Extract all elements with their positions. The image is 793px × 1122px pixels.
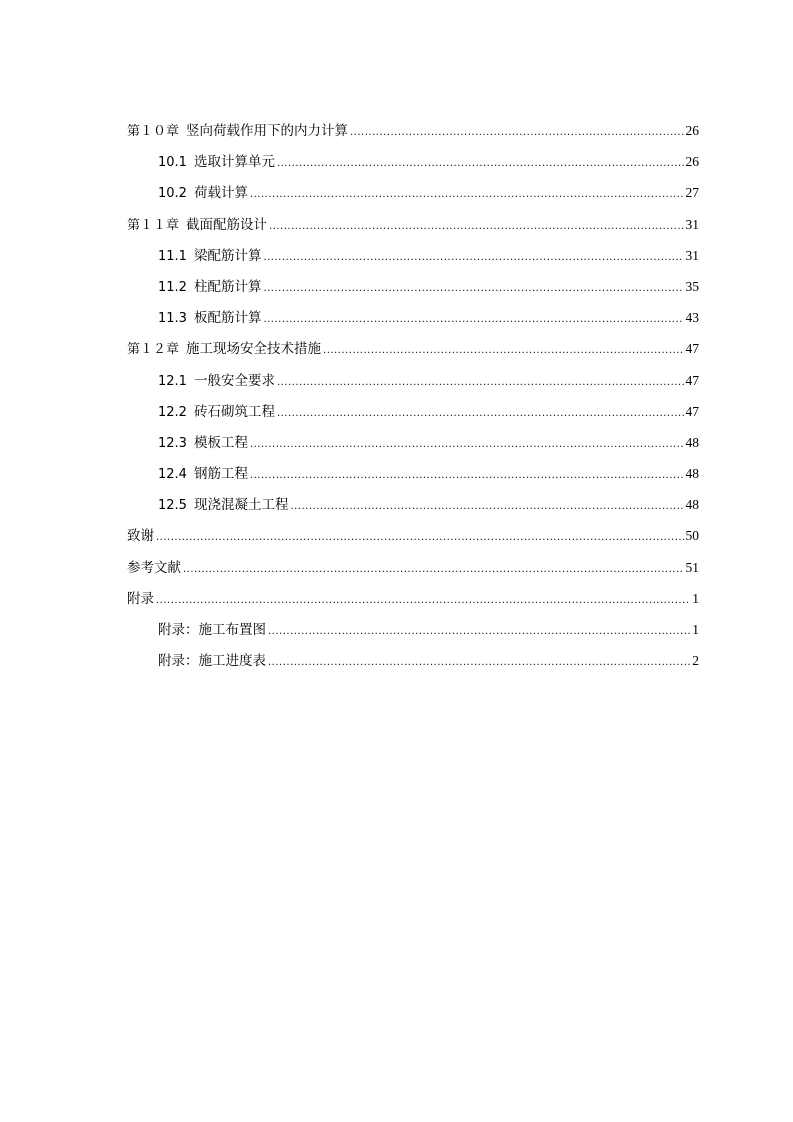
toc-entry-title: 选取计算单元 <box>193 154 275 171</box>
toc-entry-12-3[interactable] <box>127 427 699 458</box>
toc-entry-number: 第１１章 <box>127 217 180 233</box>
toc-entry-page: 1 <box>692 590 699 606</box>
toc-entry-title: 砖石砌筑工程 <box>193 403 275 420</box>
dot-leader <box>250 460 684 491</box>
dot-leader <box>156 585 690 616</box>
toc-entry-number: 第１０章 <box>127 124 180 139</box>
dot-leader <box>263 304 683 335</box>
toc-entry-number: 11.3 <box>158 311 187 327</box>
toc-entry-12-2[interactable] <box>127 396 699 427</box>
toc-entry-title: 柱配筋计算 <box>193 278 262 295</box>
toc-entry-number: 11.2 <box>158 279 187 295</box>
toc-entry-chapter-12[interactable] <box>127 333 699 364</box>
dot-leader <box>250 179 684 210</box>
toc-entry-number: 11.1 <box>158 248 187 264</box>
toc-entry-page: 26 <box>685 154 699 170</box>
toc-entry-title: 截面配筋设计 <box>186 216 268 233</box>
toc-entry-page: 48 <box>685 434 699 450</box>
toc-entry-number: 第１２章 <box>127 342 180 358</box>
dot-leader <box>277 367 684 398</box>
toc-entry-10-1[interactable] <box>127 146 699 177</box>
toc-entry-11-3[interactable] <box>127 302 699 333</box>
toc-entry-12-1[interactable] <box>127 365 699 396</box>
toc-entry-page: 35 <box>685 278 699 294</box>
toc-entry-page: 2 <box>692 653 699 669</box>
toc-entry-title: 附录 <box>127 590 154 607</box>
toc-entry-title: 致谢 <box>127 528 154 545</box>
toc-entry-11-2[interactable] <box>127 271 699 302</box>
toc-entry-page: 47 <box>685 403 699 419</box>
dot-leader <box>156 522 684 553</box>
toc-entry-number: 12.1 <box>158 373 187 389</box>
toc-entry-title: 竖向荷载作用下的内力计算 <box>186 123 349 139</box>
toc-entry-title: 附录：施工进度表 <box>158 653 266 670</box>
toc-entry-page: 51 <box>685 559 699 575</box>
toc-entry-references[interactable] <box>127 552 699 583</box>
dot-leader <box>268 616 690 647</box>
dot-leader <box>250 429 684 460</box>
dot-leader <box>277 148 684 179</box>
dot-leader <box>269 211 683 242</box>
toc-entry-title: 现浇混凝土工程 <box>193 497 289 514</box>
toc-entry-appendix-schedule[interactable] <box>127 645 699 676</box>
toc-entry-page: 26 <box>685 123 699 138</box>
toc-entry-title: 梁配筋计算 <box>193 247 262 264</box>
toc-entry-title: 钢筋工程 <box>193 466 248 483</box>
dot-leader <box>323 335 683 366</box>
toc-entry-number: 10.1 <box>158 155 187 171</box>
toc-entry-title: 板配筋计算 <box>193 310 262 327</box>
toc-entry-title: 一般安全要求 <box>193 372 275 389</box>
toc-entry-number: 12.5 <box>158 498 187 514</box>
toc-entry-page: 31 <box>685 216 699 232</box>
dot-leader <box>268 647 690 678</box>
toc-entry-number: 12.3 <box>158 435 187 451</box>
toc-entry-12-5[interactable] <box>127 489 699 520</box>
dot-leader <box>290 491 683 522</box>
toc-entry-chapter-10[interactable] <box>127 115 699 146</box>
toc-entry-number: 10.2 <box>158 186 187 202</box>
toc-entry-appendix-layout[interactable] <box>127 614 699 645</box>
toc-entry-11-1[interactable] <box>127 240 699 271</box>
table-of-contents <box>127 115 699 676</box>
toc-entry-title: 附录：施工布置图 <box>158 622 266 638</box>
toc-entry-12-4[interactable] <box>127 458 699 489</box>
toc-entry-page: 43 <box>685 310 699 326</box>
toc-entry-title: 施工现场安全技术措施 <box>186 341 322 358</box>
dot-leader <box>263 242 683 273</box>
toc-entry-10-2[interactable] <box>127 177 699 208</box>
toc-entry-acknowledgements[interactable] <box>127 520 699 551</box>
toc-entry-page: 1 <box>692 622 699 637</box>
toc-entry-title: 参考文献 <box>127 559 181 576</box>
toc-entry-title: 模板工程 <box>193 434 248 451</box>
dot-leader <box>263 273 683 304</box>
toc-entry-page: 48 <box>685 497 699 513</box>
toc-entry-appendix[interactable] <box>127 583 699 614</box>
toc-entry-page: 50 <box>685 528 699 544</box>
toc-entry-chapter-11[interactable] <box>127 209 699 240</box>
dot-leader <box>277 398 684 429</box>
dot-leader <box>183 554 684 585</box>
toc-entry-title: 荷载计算 <box>193 185 248 202</box>
toc-entry-page: 27 <box>685 185 699 201</box>
toc-entry-number: 12.2 <box>158 404 187 420</box>
toc-entry-page: 47 <box>685 372 699 388</box>
dot-leader <box>350 117 683 148</box>
toc-entry-page: 31 <box>685 247 699 263</box>
toc-entry-page: 48 <box>685 466 699 482</box>
toc-entry-page: 47 <box>685 341 699 357</box>
toc-entry-number: 12.4 <box>158 467 187 483</box>
